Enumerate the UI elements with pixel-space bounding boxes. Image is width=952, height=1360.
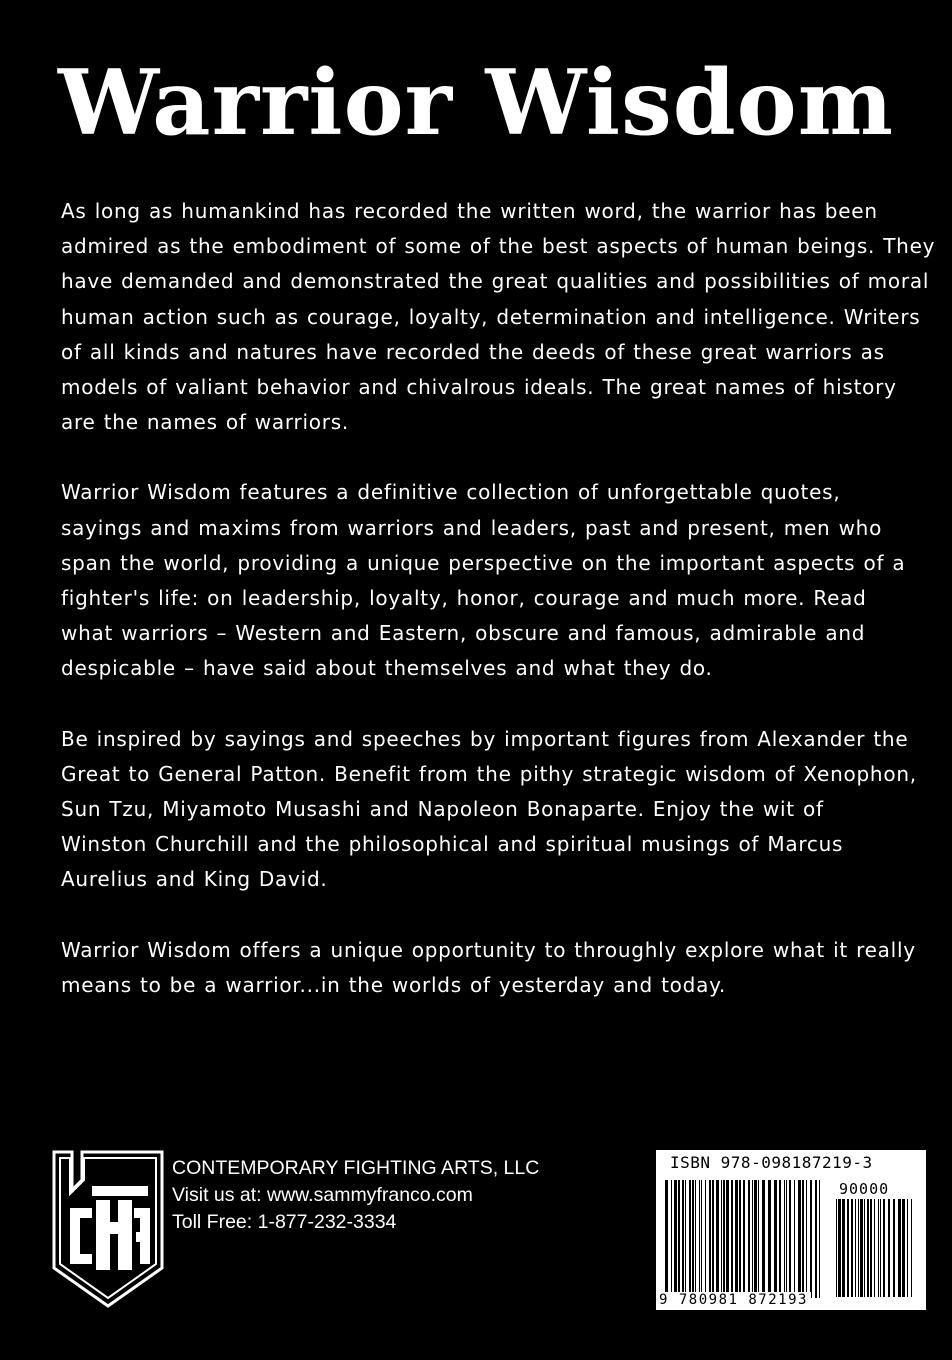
text-line: despicable – have said about themselves and what they do. [61, 656, 713, 681]
text-line: Be inspired by sayings and speeches by important figures from Alexander the [61, 726, 909, 751]
text-line: Warrior Wisdom features a definitive collection of unforgettable quotes, [61, 480, 841, 505]
text-line: models of valiant behavior and chivalrous ideals. The great names of history [61, 375, 897, 400]
blurb-paragraph-1 [61, 194, 936, 440]
isbn-number: ISBN 978-098187219-3 [670, 1153, 873, 1172]
text-line: As long as humankind has recorded the written word, the warrior has been [61, 199, 878, 223]
text-line: Aurelius and King David. [61, 867, 328, 892]
text-line: sayings and maxims from warriors and leaders, past and present, men who [61, 515, 883, 540]
text-line: Great to General Patton. Benefit from the pithy strategic wisdom of Xenophon, [61, 761, 917, 786]
barcode-addon-icon [834, 1199, 914, 1297]
back-cover-blurb [61, 194, 936, 1038]
price-addon-code: 90000 [839, 1180, 890, 1198]
blurb-paragraph-3 [61, 722, 917, 898]
text-line: admired as the embodiment of some of the best aspects of human beings. They [61, 234, 936, 259]
text-line: have demanded and demonstrated the great qualities and possibilities of moral [61, 269, 930, 294]
text-line: span the world, providing a unique perspective on the important aspects of a [61, 550, 906, 575]
blurb-paragraph-2 [61, 475, 906, 686]
text-line: human action such as courage, loyalty, determination and intelligence. Writers [61, 304, 921, 329]
text-line: of all kinds and natures have recorded the deeds of these great warriors as [61, 339, 885, 364]
blurb-paragraph-4 [61, 933, 916, 1003]
text-line: Warrior Wisdom offers a unique opportunity to throughly explore what it really [61, 937, 916, 962]
book-title: Warrior Wisdom [58, 50, 894, 156]
text-line: Winston Churchill and the philosophical and spiritual musings of Marcus [61, 832, 844, 857]
ean-digits: 9 780981 872193 [659, 1292, 811, 1308]
isbn-barcode [656, 1150, 926, 1310]
text-line: are the names of warriors. [61, 410, 350, 435]
publisher-info [172, 1155, 539, 1236]
text-line: fighter's life: on leadership, loyalty, honor, courage and much more. Read [61, 586, 867, 611]
publisher-website: Visit us at: www.sammyfranco.com [172, 1184, 473, 1206]
text-line: means to be a warrior...in the worlds of yesterday and today. [61, 972, 726, 997]
cfa-logo-icon [52, 1150, 164, 1310]
text-line: Sun Tzu, Miyamoto Musashi and Napoleon Bonaparte. Enjoy the wit of [61, 797, 824, 822]
publisher-name: CONTEMPORARY FIGHTING ARTS, LLC [172, 1157, 540, 1179]
publisher-phone: Toll Free: 1-877-232-3334 [172, 1211, 397, 1233]
text-line: what warriors – Western and Eastern, obscure and famous, admirable and [61, 621, 866, 646]
barcode-icon [663, 1180, 823, 1298]
